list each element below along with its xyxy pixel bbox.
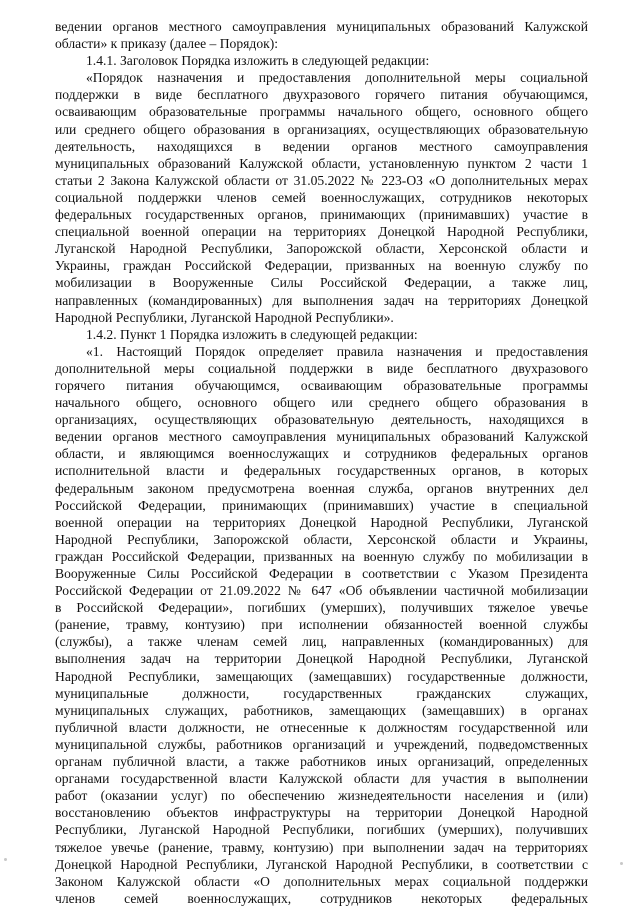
text-line: федеральным законом предусмотрена военная служба, органов внутренних дел bbox=[55, 480, 588, 496]
text-line: муниципальные должности, государственных гражданских служащих, bbox=[55, 685, 588, 701]
text-line: деятельность, находящихся в ведении органов местного самоуправления bbox=[55, 138, 588, 154]
text-line: в Российской Федерации», погибших (умерших), получивших тяжелое увечье bbox=[55, 600, 588, 616]
text-line: Российской Федерации от 21.09.2022 № 647 «Об объявлении частичной мобилизации bbox=[55, 583, 588, 599]
scan-speck bbox=[4, 858, 7, 861]
text-line: специальной военной операции на территориях Донецкой Народной Республики, bbox=[55, 224, 588, 240]
text-line: 1.4.2. Пункт 1 Порядка изложить в следующей редакции: bbox=[86, 326, 418, 342]
scan-speck bbox=[620, 862, 623, 865]
text-line: публичной власти должности, не отнесенные к должностям государственной или bbox=[55, 719, 588, 735]
text-line: Народной Республики, Запорожской области, Херсонской области и Украины, bbox=[55, 531, 588, 547]
text-line: граждан Российской Федерации, призванных на военную службу по мобилизации в bbox=[55, 548, 588, 564]
text-line: Вооруженные Силы Российской Федерации в соответствии с Указом Президента bbox=[55, 566, 588, 581]
text-line: (ранение, травму, контузию) при исполнении обязанностей военной службы bbox=[55, 617, 588, 633]
text-line: исполнительной власти и федеральных государственных органов, в которых bbox=[55, 463, 588, 479]
text-line: выполнения задач на территории Донецкой Народной Республики, Луганской bbox=[55, 651, 588, 667]
text-line: Народной Республики, замещающих (замещавших) государственные должности, bbox=[55, 668, 588, 684]
text-line: социальной поддержки членов семей военнослужащих, сотрудников некоторых bbox=[55, 189, 588, 205]
text-line: направленных (командированных) для выполнения задач на территориях Донецкой bbox=[55, 292, 588, 308]
text-line: (службы), а также членам семей лиц, направленных (командированных) для bbox=[55, 634, 588, 650]
text-line: Законом Калужской области «О дополнительных мерах социальной поддержки bbox=[55, 873, 588, 889]
text-line: Донецкой Народной Республики, Луганской Народной Республики, в соответствии с bbox=[55, 856, 588, 872]
text-line: муниципальных образований Калужской области, установленную пунктом 2 части 1 bbox=[55, 155, 588, 171]
text-line: горячего питания обучающимся, осваивающим образовательные программы bbox=[55, 377, 588, 393]
text-line: Украины, граждан Российской Федерации, призванных на военную службу по bbox=[55, 258, 588, 274]
text-line: осваивающим образовательные программы начального общего, основного общего bbox=[55, 104, 588, 120]
text-line: членов семей военнослужащих, сотрудников некоторых федеральных bbox=[55, 890, 588, 906]
text-line: органам публичной власти, а также работников иных организаций, определенных bbox=[55, 754, 588, 770]
text-line: ведении органов местного самоуправления муниципальных образований Калужской bbox=[55, 429, 588, 445]
text-line: мобилизации в Вооруженные Силы Российской Федерации, а также лиц, bbox=[55, 275, 588, 291]
text-line: тяжелое увечье (ранение, травму, контузию) при выполнении задач на территориях bbox=[55, 839, 588, 855]
text-line: «Порядок назначения и предоставления дополнительной меры социальной bbox=[86, 70, 588, 86]
text-line: Российской Федерации, принимающих (принимавших) участие в специальной bbox=[55, 497, 588, 513]
text-line: организациях, осуществляющих образовательную деятельность, находящихся в bbox=[55, 412, 588, 428]
text-line: Республики, Луганской Народной Республики, погибших (умерших), получивших bbox=[55, 822, 588, 838]
text-line: или среднего общего образования в организациях, осуществляющих образовательную bbox=[55, 121, 588, 137]
text-line: муниципальных служащих, работников, замещающих (замещавших) в органах bbox=[55, 702, 588, 718]
text-line: восстановлению объектов инфраструктуры на территории Донецкой Народной bbox=[55, 805, 588, 821]
text-line: муниципальной службы, работников организаций и учреждений, подведомственных bbox=[55, 736, 588, 752]
document-page bbox=[55, 18, 588, 907]
text-line: ведении органов местного самоуправления муниципальных образований Калужской bbox=[55, 19, 588, 34]
text-line: Народной Республики, Луганской Народной Республики». bbox=[55, 309, 394, 325]
text-line: федеральных государственных органов, принимающих (принимавших) участие в bbox=[55, 207, 588, 223]
text-line: дополнительной меры социальной поддержки в виде бесплатного двухразового bbox=[55, 360, 588, 376]
text-line: начального общего, основного общего или среднего общего образования в bbox=[55, 395, 588, 411]
text-line: работ (оказании услуг) по обеспечению жизнедеятельности населения и (или) bbox=[55, 788, 588, 804]
text-line: области, и являющимся военнослужащих и сотрудников федеральных органов bbox=[55, 446, 588, 462]
text-line: органами государственной власти Калужской области для участия в выполнении bbox=[55, 771, 588, 787]
text-line: военной операции на территориях Донецкой Народной Республики, Луганской bbox=[55, 514, 588, 530]
text-line: Луганской Народной Республики, Запорожской области, Херсонской области и bbox=[55, 241, 588, 257]
text-line: поддержки в виде бесплатного двухразового горячего питания обучающимся, bbox=[55, 87, 588, 103]
text-line: статьи 2 Закона Калужской области от 31.05.2022 № 223-ОЗ «О дополнительных мерах bbox=[55, 172, 588, 188]
text-line: «1. Настоящий Порядок определяет правила назначения и предоставления bbox=[86, 343, 588, 359]
text-line: области» к приказу (далее – Порядок): bbox=[55, 36, 279, 52]
text-line: 1.4.1. Заголовок Порядка изложить в следующей редакции: bbox=[86, 53, 430, 69]
